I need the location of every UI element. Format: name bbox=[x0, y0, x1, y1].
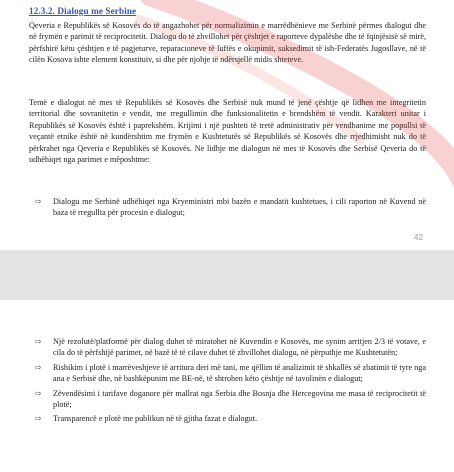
bullet-text: Dialogu me Serbinë udhëhiqet nga Kryeministri mbi bazën e mandatit kushtetues, i cili raporton në Kuvend në baza të rregullta për procesin e dialogut; bbox=[53, 197, 426, 218]
bullet-text: Zëvendësimi i tarifave doganore për mallrat nga Serbia dhe Bosnja dhe Hercegovina me masa të reciprocitetit të plotë; bbox=[53, 388, 426, 410]
arrow-right-icon: ⇨ bbox=[35, 197, 42, 206]
list-item bbox=[29, 336, 426, 359]
arrow-right-icon: ⇨ bbox=[35, 414, 42, 424]
bullet-text: Transparencë e plotë me publikun në të gjitha fazat e dialogut. bbox=[53, 414, 258, 424]
bullet-text: Një rezolutë/platformë për dialog duhet të miratohet në Kuvendin e Kosovës, me synim arritjen 2/3 të votave, e cila do të përfshijë parimet, në bazë të të cilave duhet të zhvillohet dialogu, në përputhje me Kushtetutën; bbox=[53, 337, 426, 358]
list-item bbox=[29, 196, 426, 219]
arrow-right-icon: ⇨ bbox=[35, 362, 42, 372]
page-number: 42 bbox=[414, 233, 423, 242]
bullet-text: Rishikim i plotë i marrëveshjeve të arritura deri më tani, me qëllim të analizimit të shkallës së zbatimit të tyre nga ana e Serbisë dhe, në bashkëpunim me BE-në, të shtrohen këto çështje në tavolinën e dialogut; bbox=[53, 362, 426, 384]
page-separator bbox=[0, 250, 454, 300]
list-item bbox=[29, 362, 426, 385]
arrow-right-icon: ⇨ bbox=[35, 388, 42, 398]
list-item bbox=[29, 413, 426, 424]
section-heading: 12.3.2. Dialogu me Serbine bbox=[29, 6, 137, 16]
paragraph-dialogue-principles: Temë e dialogut në mes të Republikës së Kosovës dhe Serbisë nuk mund të jenë çështje që lidhen me integritetin territorial dhe sovranitetin e vendit, me rregullimin dhe funksionalitetin e brendshëm të vendit. Karakteri unitar i Republikës së Kosovës është i paprekshëm. Krijimi i një pushteti të tretë administrativ për vendbanime me popullsi të veçantë etnike është në kundërshtim me frymën e Kushtetutës së Republikës së Kosovës dhe rrjedhimisht nuk do të përkrahet nga Qeveria e Republikës së Kosovës. Ne lidhje me dialogun në mes të Kosovës dhe Serbisë Qeveria do të udhëhiqet nga parimet e mëposhtme: bbox=[29, 98, 426, 165]
bullet-list-page2 bbox=[29, 336, 426, 428]
paragraph-dialogue-intro: Qeveria e Republikës së Kosovës do të angazhohet për normalizimin e marrëdhënieve me Serbinë përmes dialogut dhe në frymën e parimit të reciprocitetit. Dialogu do të zhvillohet për çështjet e raporteve dypalëshe dhe të fqinjësisë së mirë, përfshirë këtu çështjen e të pagjeturve, reparacioneve të luftës e okupimit, suksedimit të ish-Federatës Jugosllave, në të cilën Kosova ishte element konstituiv, si dhe për njohje të ndërsjellë midis shteteve. bbox=[29, 21, 426, 65]
arrow-right-icon: ⇨ bbox=[35, 337, 42, 346]
list-item bbox=[29, 388, 426, 411]
bullet-list-page1 bbox=[29, 196, 426, 219]
